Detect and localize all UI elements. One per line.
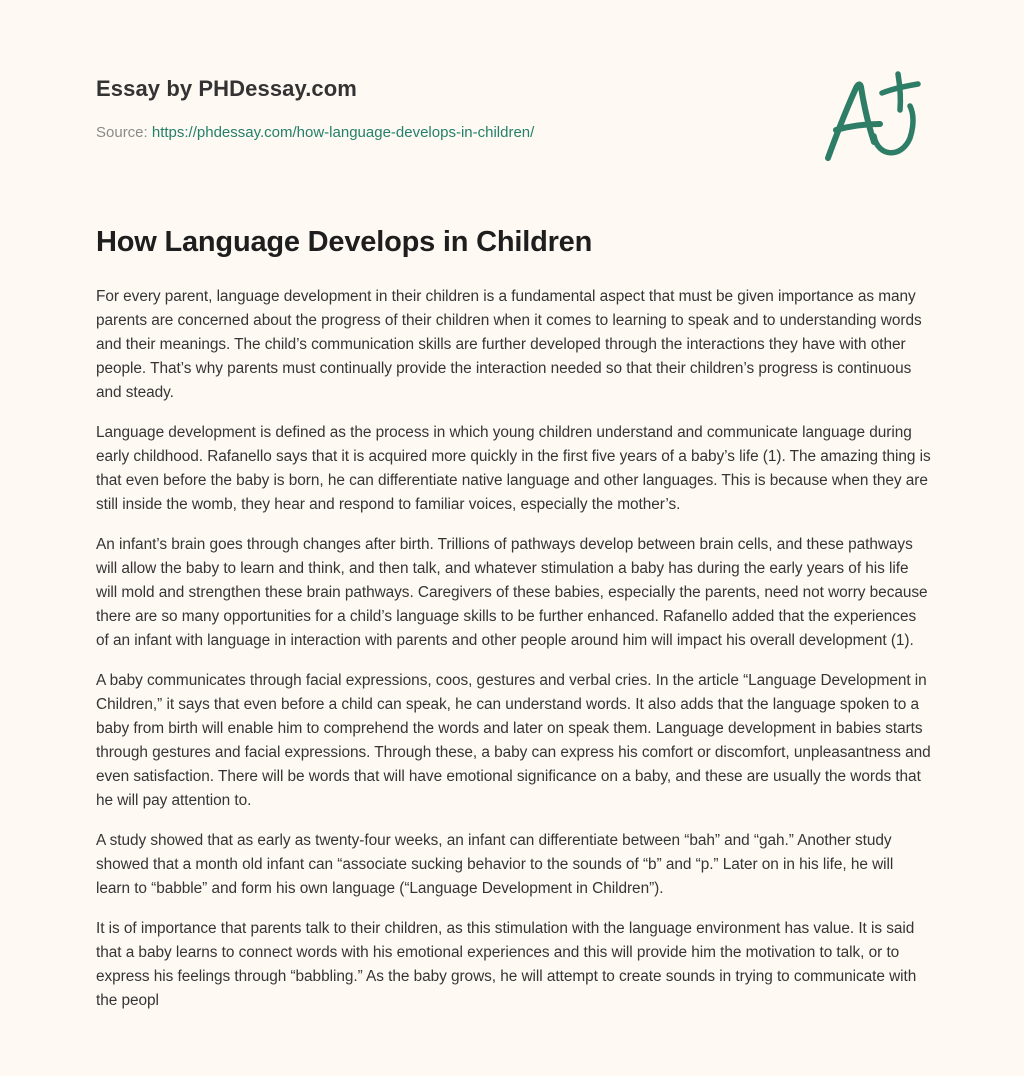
page-header	[96, 0, 936, 200]
source-label: Source:	[96, 124, 152, 141]
source-link[interactable]: https://phdessay.com/how-language-develops-in-children/	[151, 124, 535, 141]
a-plus-grade-icon	[822, 66, 932, 166]
essay-paragraph: A baby communicates through facial expressions, coos, gestures and verbal cries. In the article “Language Development in Children,” it says that even before a child can speak, he can understand words. It also adds that the language spoken to a baby from birth will enable him to comprehend the words and later on speak them. Language development in babies starts through gestures and facial expressions. Through these, a baby can express his comfort or discomfort, unpleasantness and even satisfaction. There will be words that will have emotional significance on a baby, and these are usually the words that he will pay attention to.	[96, 672, 931, 809]
source-line	[96, 124, 534, 141]
essay-title: How Language Develops in Children	[96, 226, 593, 258]
essay-paragraph: For every parent, language development in their children is a fundamental aspect that must be given importance as many parents are concerned about the progress of their children when it comes to learning to speak and to understanding words and their meanings. The child’s communication skills are further developed through the interactions they have with other people. That’s why parents must continually provide the interaction needed so that their children’s progress is continuous and steady.	[96, 288, 922, 401]
essay-paragraph: A study showed that as early as twenty-four weeks, an infant can differentiate between “bah” and “gah.” Another study showed that a month old infant can “associate sucking behavior to the sounds of “b” and “p.” Later on in his life, he will learn to “babble” and form his own language (“Language Development in Children”).	[96, 832, 894, 897]
essay-paragraph: It is of importance that parents talk to their children, as this stimulation with the language environment has value. It is said that a baby learns to connect words with his emotional experiences and this will provide him the motivation to talk, or to express his feelings through “babbling.” As the baby grows, he will attempt to create sounds in trying to communicate with the peopl	[96, 920, 917, 1009]
essay-paragraph: An infant’s brain goes through changes after birth. Trillions of pathways develop between brain cells, and these pathways will allow the baby to learn and think, and then talk, and whatever stimulation a baby has during the early years of his life will mold and strengthen these brain pathways. Caregivers of these babies, especially the parents, need not worry because there are so many opportunities for a child’s language skills to be further enhanced. Rafanello added that the experiences of an infant with language in interaction with parents and other people around him will impact his overall development (1).	[96, 536, 928, 649]
essay-paragraph: Language development is defined as the process in which young children understand and communicate language during early childhood. Rafanello says that it is acquired more quickly in the first five years of a baby’s life (1). The amazing thing is that even before the baby is born, he can differentiate native language and other languages. This is because when they are still inside the womb, they hear and respond to familiar voices, especially the mother’s.	[96, 424, 931, 513]
essay-body	[96, 285, 931, 1029]
site-title: Essay by PHDessay.com	[96, 76, 357, 101]
